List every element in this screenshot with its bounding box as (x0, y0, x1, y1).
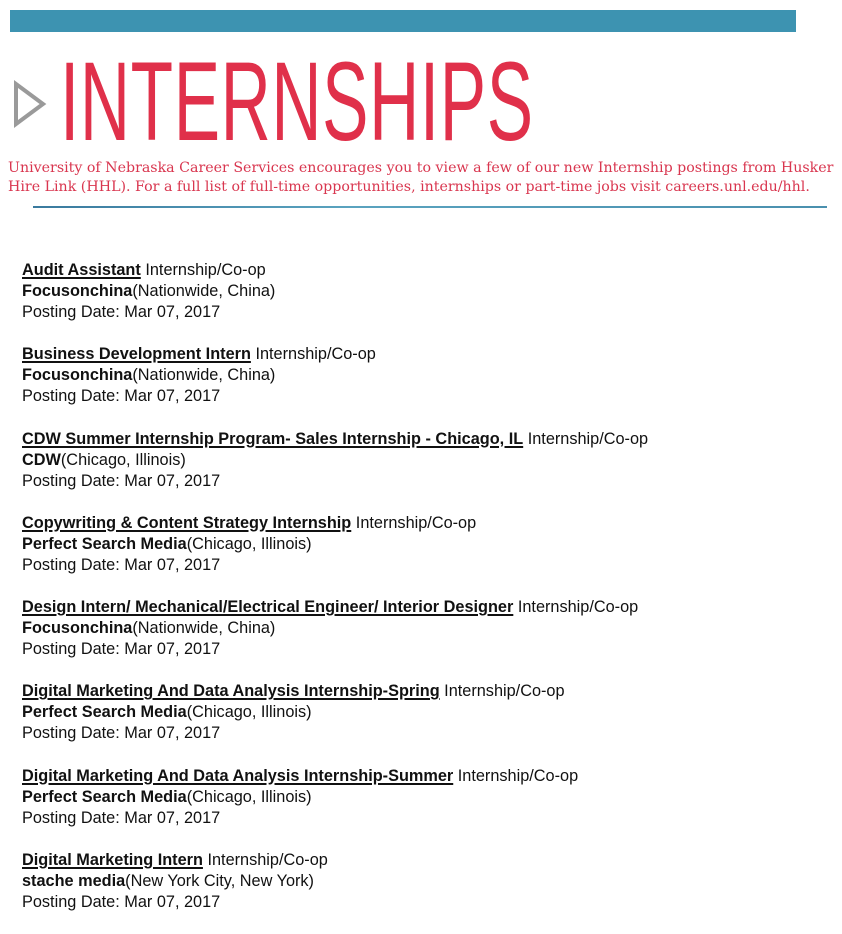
job-title-link[interactable]: Digital Marketing And Data Analysis Internship-Summer (22, 766, 454, 785)
job-type: Internship/Co-op (355, 513, 477, 532)
posting-date: Posting Date: Mar 07, 2017 (22, 893, 221, 912)
job-title-link[interactable]: Digital Marketing And Data Analysis Internship-Spring (22, 682, 440, 701)
job-location: (New York City, New York) (125, 872, 314, 891)
job-title-link[interactable]: Digital Marketing Intern (22, 851, 203, 870)
intro-line-1: University of Nebraska Career Services encourages you to view a few of our new Internship postings from Husker (8, 160, 834, 176)
job-type: Internship/Co-op (207, 851, 328, 870)
job-type: Internship/Co-op (444, 682, 565, 701)
job-location: (Chicago, Illinois) (186, 787, 312, 806)
list-item (22, 513, 648, 576)
intro-text (8, 159, 838, 197)
employer-name: Focusonchina (22, 282, 133, 300)
employer-name: Perfect Search Media (22, 787, 187, 806)
job-location: (Nationwide, China) (132, 282, 276, 300)
list-item (22, 429, 648, 492)
job-type: Internship/Co-op (527, 429, 649, 448)
job-location: (Nationwide, China) (132, 619, 276, 638)
list-item (22, 260, 648, 323)
job-title-link[interactable]: Design Intern/ Mechanical/Electrical Engineer/ Interior Designer (22, 598, 514, 617)
job-title-link[interactable]: Audit Assistant (22, 261, 141, 279)
job-location: (Chicago, Illinois) (186, 534, 312, 553)
job-title-link[interactable]: CDW Summer Internship Program- Sales Internship - Chicago, IL (22, 429, 524, 448)
internship-list (22, 260, 648, 934)
list-item (22, 681, 648, 744)
intro-line-2: Hire Link (HHL). For a full list of full-time opportunities, internships or part-time jobs visit careers.unl.edu/hhl. (8, 179, 810, 195)
job-title-link[interactable]: Copywriting & Content Strategy Internship (22, 513, 352, 532)
header-color-bar (10, 10, 796, 32)
job-type: Internship/Co-op (517, 598, 639, 617)
posting-date: Posting Date: Mar 07, 2017 (22, 808, 221, 827)
posting-date: Posting Date: Mar 07, 2017 (22, 555, 221, 574)
posting-date: Posting Date: Mar 07, 2017 (22, 471, 221, 490)
list-item (22, 597, 648, 660)
employer-name: Focusonchina (22, 366, 133, 385)
employer-name: Perfect Search Media (22, 703, 187, 722)
play-triangle-icon (13, 80, 47, 128)
job-type: Internship/Co-op (145, 261, 266, 279)
employer-name: Perfect Search Media (22, 534, 187, 553)
page-title: INTERNSHIPS (60, 39, 534, 164)
posting-date: Posting Date: Mar 07, 2017 (22, 724, 221, 743)
posting-date: Posting Date: Mar 07, 2017 (22, 387, 221, 406)
job-type: Internship/Co-op (255, 345, 376, 364)
list-item (22, 850, 648, 913)
posting-date: Posting Date: Mar 07, 2017 (22, 303, 221, 321)
list-item (22, 344, 648, 407)
list-item (22, 766, 648, 829)
job-location: (Chicago, Illinois) (186, 703, 312, 722)
job-type: Internship/Co-op (457, 766, 579, 785)
job-title-link[interactable]: Business Development Intern (22, 345, 251, 364)
posting-date: Posting Date: Mar 07, 2017 (22, 640, 221, 659)
header-divider (33, 206, 827, 208)
employer-name: Focusonchina (22, 619, 133, 638)
employer-name: stache media (22, 872, 126, 891)
job-location: (Chicago, Illinois) (60, 450, 186, 469)
job-location: (Nationwide, China) (132, 366, 276, 385)
employer-name: CDW (22, 450, 61, 469)
